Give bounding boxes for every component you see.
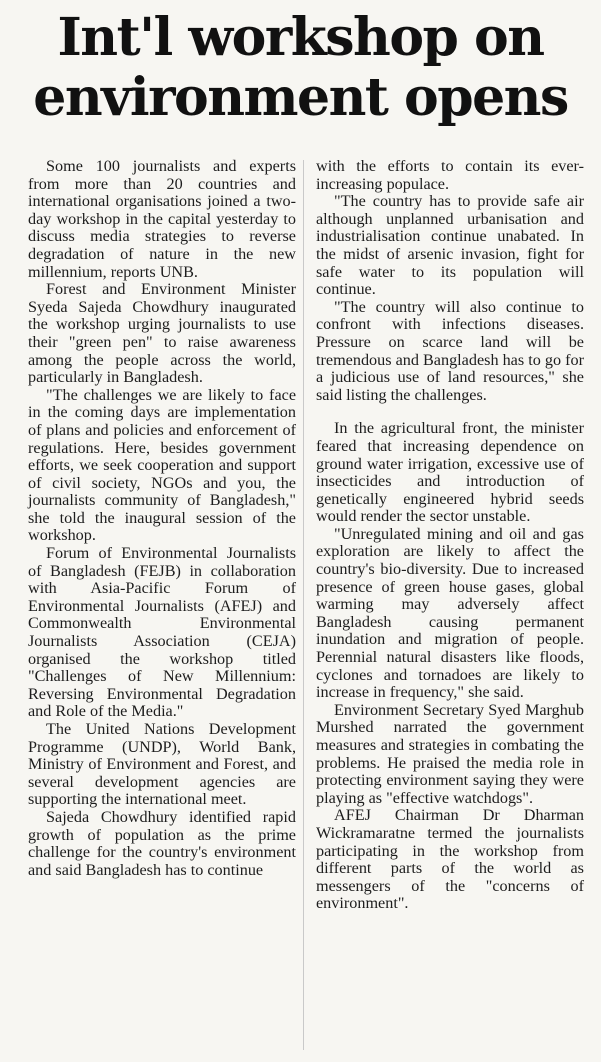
paragraph: AFEJ Chairman Dr Dharman Wickramaratne termed the journalists participating in the workshop from different parts of the world as messengers of the "concerns of environment". [316, 806, 584, 913]
headline [0, 8, 601, 128]
paragraph: "The country has to provide safe air although unplanned urbanisation and industrialisation continue unabated. In the midst of arsenic invasion, fight for safe water to its population will continue. [316, 192, 584, 299]
paragraph: Some 100 journalists and experts from more than 20 countries and international organisations joined a two-day workshop in the capital yesterday to discuss media strategies to reverse degradation of nature in the new millennium, reports UNB. [28, 157, 296, 281]
headline-line-2: environment opens [33, 67, 568, 128]
paragraph: with the efforts to contain its ever-increasing populace. [316, 157, 584, 193]
article-column-left [28, 158, 296, 879]
paragraph: "The challenges we are likely to face in the coming days are implementation of plans and policies and enforcement of regulations. Here, besides government efforts, we seek cooperation and support of civil society, NGOs and you, the journalists community of Bangladesh," she told the inaugural session of the workshop. [28, 385, 296, 545]
paragraph: "Unregulated mining and oil and gas exploration are likely to affect the country's bio-diversity. Due to increased presence of green house gases, global warming may adversely affect Bangladesh causing permanent inundation and migration of people. Perennial natural disasters like floods, cyclones and tornadoes are likely to increase in frequency," she said. [316, 524, 584, 702]
paragraph: Environment Secretary Syed Marghub Murshed narrated the government measures and strategies in combating the problems. He praised the media role in protecting environment saying they were playing as "effective watchdogs". [316, 700, 584, 807]
headline-line-1: Int'l workshop on [57, 7, 544, 68]
paragraph: Sajeda Chowdhury identified rapid growth of population as the prime challenge for the country's environment and said Bangladesh has to continue [28, 807, 296, 879]
column-divider [303, 160, 304, 1050]
paragraph: In the agricultural front, the minister feared that increasing dependence on ground water irrigation, excessive use of insecticides and introduction of genetically engineered hybrid seeds would render the sector unstable. [316, 419, 584, 526]
paragraph: The United Nations Development Programme (UNDP), World Bank, Ministry of Environment and Forest, and several development agencies are supporting the international meet. [28, 720, 296, 809]
paragraph: Forum of Environmental Journalists of Bangladesh (FEJB) in collaboration with Asia-Pacific Forum of Environmental Journalists (AFEJ) and Commonwealth Environmental Journalists Association (CEJA) organised the workshop titled "Challenges of New Millennium: Reversing Environmental Degradation and Role of the Media." [28, 544, 296, 721]
article-column-right [316, 158, 584, 913]
paragraph: "The country will also continue to confront with infections diseases. Pressure on scarce land will be tremendous and Bangladesh has to go for a judicious use of land resources," she said listing the challenges. [316, 297, 584, 404]
paragraph: Forest and Environment Minister Syeda Sajeda Chowdhury inaugurated the workshop urging journalists to use their "green pen" to raise awareness among the people across the world, particularly in Bangladesh. [28, 280, 296, 387]
